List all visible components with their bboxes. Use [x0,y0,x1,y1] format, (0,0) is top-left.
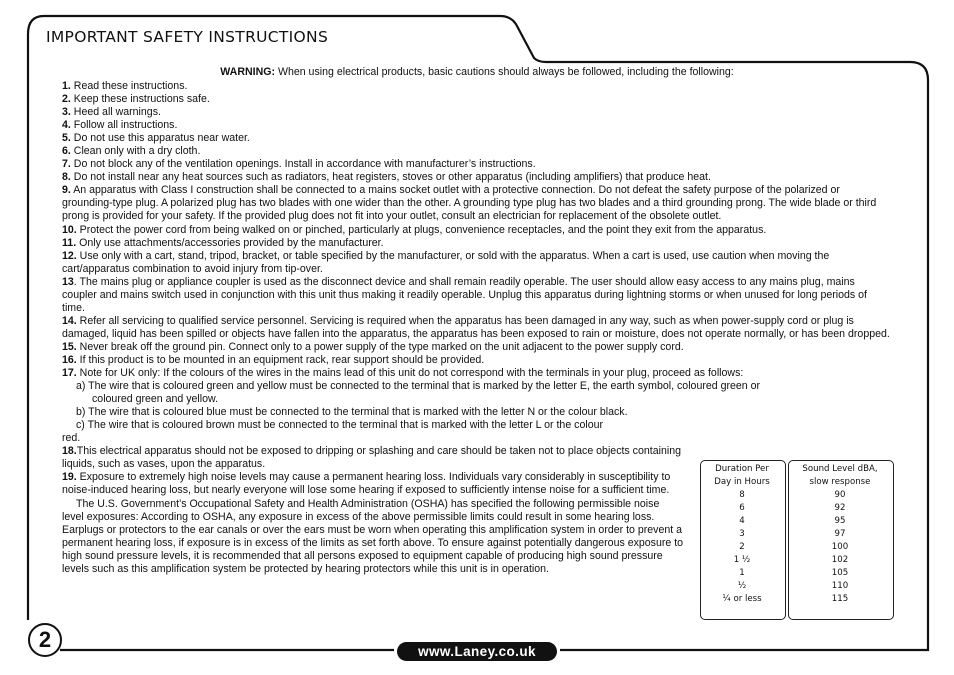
list-item: 16. If this product is to be mounted in an equipment rack, rear support should be provided. [62,353,485,366]
uk-note-c: c) The wire that is coloured brown must be connected to the terminal that is marked with the letter L or the colour [76,419,604,432]
sound-level-column [788,463,892,606]
list-item: 5. Do not use this apparatus near water. [62,132,250,145]
table-cell: 8 [739,490,745,500]
list-item: 13. The mains plug or appliance coupler is used as the disconnect device and shall remain readily operable. The user should allow easy access to any mains plug, mains coupler and mains switch used in conjunction with this unit thus making it readily operable. Unplug this apparatus during lightning storms or when unused for long periods of time. [62,275,867,314]
table-cell: 97 [834,529,846,539]
list-item: 17. Note for UK only: If the colours of the wires in the mains lead of this unit do not correspond with the terminals in your plug, proceed as follows: [62,367,744,380]
duration-column [700,463,784,606]
table-cell: 105 [831,568,849,578]
duration-header: Duration Per [715,464,769,474]
table-cell: 3 [739,529,745,539]
list-item: 10. Protect the power cord from being walked on or pinched, particularly at plugs, convenience receptacles, and the point they exit from the apparatus. [62,223,767,236]
list-item: 2. Keep these instructions safe. [62,93,210,106]
list-item: 14. Refer all servicing to qualified service personnel. Servicing is required when the apparatus has been damaged in any way, such as when power-supply cord or plug is damaged, liquid has been spilled or objects have fallen into the apparatus, the apparatus has been exposed to rain or moisture, does not operate normally, or has been dropped. [62,314,890,340]
list-item: 18.This electrical apparatus should not be exposed to dripping or splashing and care should be taken not to place objects containing liquids, such as vases, upon the apparatus. [62,445,681,471]
uk-note-a-cont: coloured green and yellow. [92,393,219,406]
list-item: 19. Exposure to extremely high noise levels may cause a permanent hearing loss. Individuals vary considerably in susceptibility to noise-induced hearing loss, but nearly everyone will lose some hearing if exposed to sufficiently intense noise for a sufficient time. [62,471,671,497]
list-item: 15. Never break off the ground pin. Connect only to a power supply of the type marked on the unit adjacent to the power supply cord. [62,340,684,353]
warning-line [0,66,954,78]
list-item: 9. An apparatus with Class I construction shall be connected to a mains socket outlet with a protective connection. Do not defeat the safety purpose of the polarized or grounding-type plug. A polarized plug has two blades with one wider than the other. A grounding type plug has two blades and a third grounding prong. The wide blade or third prong is provided for your safety. If the provided plug does not fit into your outlet, consult an electrician for replacement of the obsolete outlet. [62,184,877,223]
table-cell: 110 [831,581,849,591]
table-cell: 1 ½ [733,555,751,565]
osha-paragraph: The U.S. Government’s Occupational Safety and Health Administration (OSHA) has specified the following permissible noise level exposures: According to OSHA, any exposure in excess of the above permissible limits could result in some hearing loss. Earplugs or protectors to the ear canals or over the ears must be worn when operating this amplification system in order to prevent a permanent hearing loss, if exposure is in excess of the limits as set forth above. To ensure against potentially dangerous exposure to high sound pressure levels, it is recommended that all persons exposed to equipment capable of producing high sound pressure levels such as this amplification system be protected by hearing protectors while this unit is in operation. [62,497,684,575]
warning-label: WARNING: [220,66,275,78]
list-item: 11. Only use attachments/accessories provided by the manufacturer. [62,236,384,249]
list-item: 1. Read these instructions. [62,80,188,92]
table-cell: 90 [834,490,846,500]
duration-header: Day in Hours [714,477,770,487]
table-cell: ½ [737,581,747,591]
list-item: 6. Clean only with a dry cloth. [62,145,201,158]
warning-text: When using electrical products, basic cautions should always be followed, including the following: [275,66,734,78]
table-cell: 95 [834,516,846,526]
page-number: 2 [28,623,62,657]
list-item: 4. Follow all instructions. [62,119,178,132]
table-cell: 1 [739,568,745,578]
list-item: 8. Do not install near any heat sources such as radiators, heat registers, stoves or other apparatus (including amplifiers) that produce heat. [62,171,711,184]
table-cell: 2 [739,542,745,552]
table-cell: ¼ or less [722,594,762,604]
list-item: 12. Use only with a cart, stand, tripod, bracket, or table specified by the manufacturer, or sold with the apparatus. When a cart is used, use caution when moving the cart/apparatus combination to avoid injury from tip-over. [62,249,830,275]
table-cell: 92 [834,503,846,513]
list-item: 3. Heed all warnings. [62,106,161,119]
table-cell: 4 [739,516,745,526]
page-title: IMPORTANT SAFETY INSTRUCTIONS [46,28,329,46]
uk-note-b: b) The wire that is coloured blue must be connected to the terminal that is marked with the letter N or the colour black. [76,406,628,419]
list-item: 7. Do not block any of the ventilation openings. Install in accordance with manufacturer’s instructions. [62,158,536,171]
table-cell: 102 [831,555,849,565]
website-link[interactable]: www.Laney.co.uk [397,642,557,661]
sound-level-header: slow response [809,477,871,487]
table-cell: 115 [831,594,849,604]
uk-note-a: a) The wire that is coloured green and yellow must be connected to the terminal that is marked by the letter E, the earth symbol, coloured green or [76,380,761,393]
table-cell: 6 [739,503,745,513]
sound-level-header: Sound Level dBA, [802,464,878,474]
uk-note-c-cont: red. [62,432,81,445]
table-cell: 100 [831,542,849,552]
